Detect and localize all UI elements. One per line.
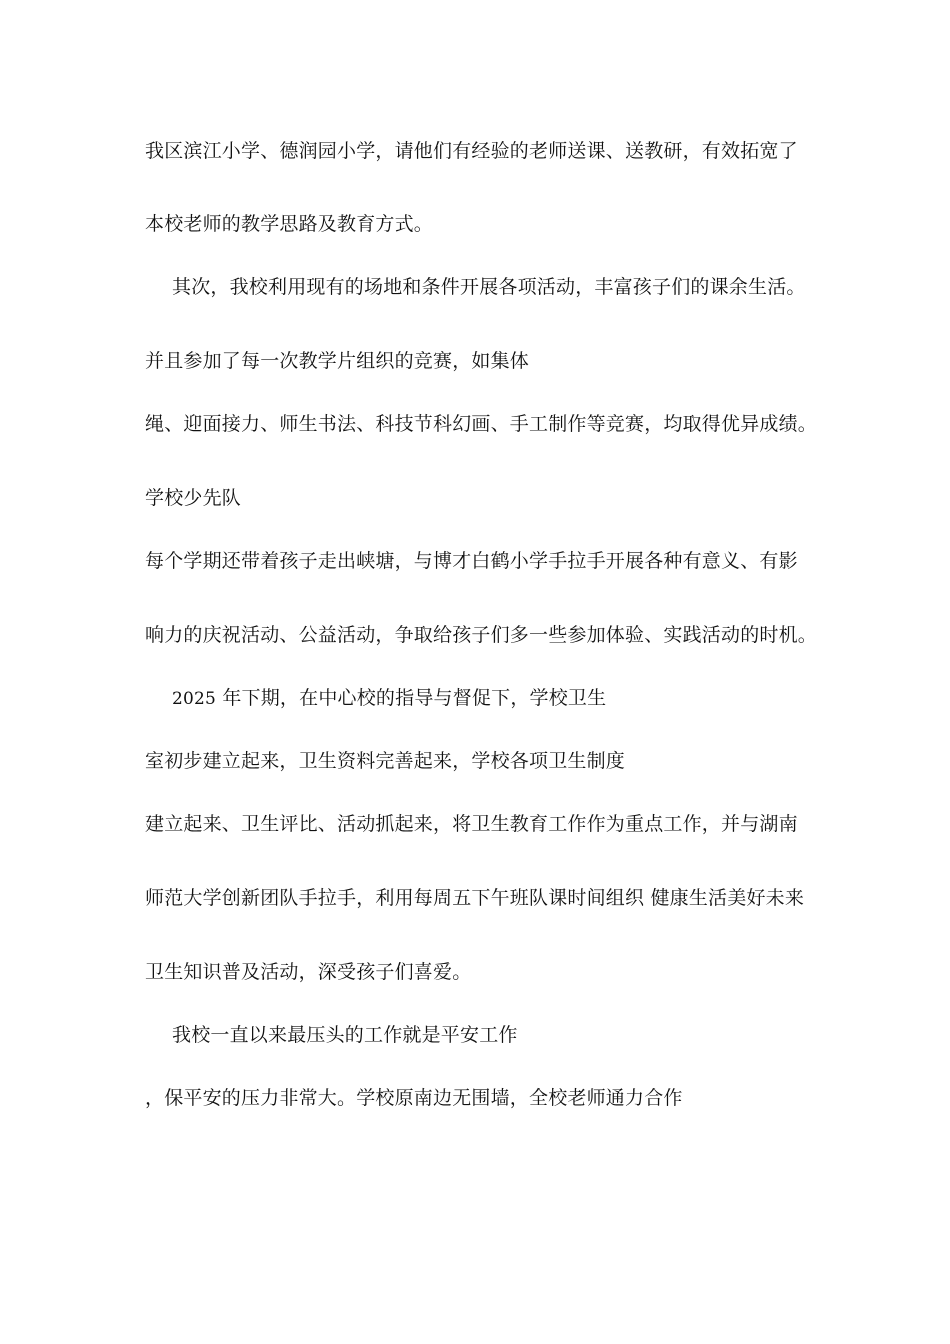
paragraph-line: 本校老师的教学思路及教育方式。 xyxy=(145,213,434,235)
paragraph-line: 建立起来、卫生评比、活动抓起来，将卫生教育工作作为重点工作，并与湖南 xyxy=(145,813,798,835)
paragraph-line xyxy=(172,686,606,711)
paragraph-line: 我区滨江小学、德润园小学，请他们有经验的老师送课、送教研，有效拓宽了 xyxy=(145,140,798,162)
paragraph-line: 并且参加了每一次教学片组织的竞赛，如集体 xyxy=(145,350,530,372)
paragraph-line: 师范大学创新团队手拉手，利用每周五下午班队课时间组织 健康生活美好未来 xyxy=(145,887,805,909)
paragraph-line: 室初步建立起来，卫生资料完善起来，学校各项卫生制度 xyxy=(145,750,626,772)
paragraph-line: 其次，我校利用现有的场地和条件开展各项活动，丰富孩子们的课余生活。 xyxy=(172,276,806,298)
paragraph-line: 绳、迎面接力、师生书法、科技节科幻画、手工制作等竞赛，均取得优异成绩。 xyxy=(145,413,818,435)
paragraph-line: 我校一直以来最压头的工作就是平安工作 xyxy=(172,1024,518,1046)
paragraph-line: ，保平安的压力非常大。学校原南边无围墙，全校老师通力合作 xyxy=(145,1087,683,1109)
line-text: 年下期，在中心校的指导与督促下，学校卫生 xyxy=(222,687,607,709)
paragraph-line: 每个学期还带着孩子走出峡塘，与博才白鹤小学手拉手开展各种有意义、有影 xyxy=(145,550,798,572)
paragraph-line: 学校少先队 xyxy=(145,487,242,509)
paragraph-line: 卫生知识普及活动，深受孩子们喜爱。 xyxy=(145,961,472,983)
paragraph-line: 响力的庆祝活动、公益活动，争取给孩子们多一些参加体验、实践活动的时机。 xyxy=(145,624,818,646)
year-number: 2025 xyxy=(172,689,217,709)
